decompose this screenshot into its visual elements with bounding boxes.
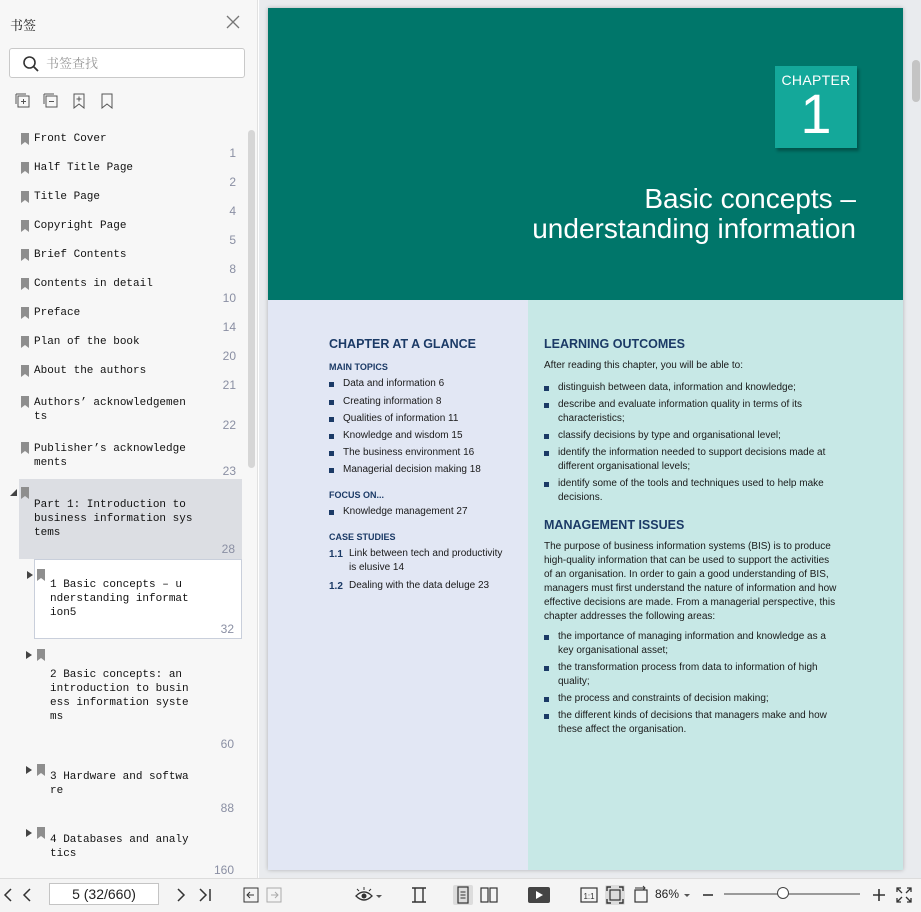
bullet [544,434,549,439]
bookmark-flag-icon [37,764,45,776]
bookmark-page: 8 [229,262,236,276]
bookmark-item[interactable] [0,190,244,219]
bookmark-flag-icon [21,365,29,377]
document-scrollbar[interactable] [912,60,920,102]
bookmark-page: 2 [229,175,236,189]
bullet [544,666,549,671]
zoom-dropdown-icon[interactable] [681,885,693,905]
bookmark-flag-icon [21,191,29,203]
case-title: is elusive 14 [349,562,405,573]
case-number: 1.2 [329,581,343,592]
expanded-arrow-icon[interactable] [10,489,17,496]
document-viewer[interactable] [259,0,921,878]
sidebar-title: 书签 [10,18,37,33]
topic-item: The business environment 16 [343,447,475,458]
bookmark-label: 2 Basic concepts: an introduction to busin ess information syste ms [50,669,189,723]
bookmark-flag-icon [21,336,29,348]
bookmark-search[interactable] [9,48,245,78]
single-page-icon[interactable] [453,885,473,905]
bullet [544,714,549,719]
bookmark-item[interactable] [0,335,244,364]
bookmark-item-chapter1[interactable] [34,559,242,639]
issues-paragraph-line: of an organisation. In order to gain a good understanding of BIS, [544,569,829,580]
bookmark-label: Preface [34,307,81,319]
case-title: Link between tech and productivity [349,548,503,559]
bullet [329,434,334,439]
bookmark-page: 1 [229,146,236,160]
bookmark-item[interactable] [0,248,244,277]
topic-item: Qualities of information 11 [343,413,459,424]
slideshow-play-icon[interactable] [527,885,551,905]
outcome-line: describe and evaluate information quality in terms of its [558,399,803,410]
bookmark-label: Contents in detail [34,278,153,290]
bookmark-item[interactable] [0,306,244,335]
collapsed-arrow-icon[interactable] [26,766,32,774]
outcome-line: classify decisions by type and organisational level; [558,430,781,441]
bookmark-flag-icon [21,307,29,319]
outcome-line: decisions. [558,492,603,503]
fit-page-icon[interactable] [605,885,625,905]
bookmark-list [0,126,258,878]
bookmark-item[interactable] [0,364,244,393]
bookmark-flag-icon [21,396,29,408]
bookmark-flag-icon [21,278,29,290]
issue-line: the process and constraints of decision making; [558,693,769,704]
pdf-page [268,8,903,870]
issue-line: quality; [558,676,590,687]
bullet [329,417,334,422]
bookmark-item[interactable] [0,440,244,484]
topic-item: Data and information 6 [343,378,445,389]
fit-height-icon[interactable] [409,885,429,905]
bullet [544,482,549,487]
bookmark-label: Brief Contents [34,249,127,261]
bookmark-item-part1[interactable] [19,479,242,559]
page-number-input[interactable] [49,883,159,905]
bookmark-label: 3 Hardware and softwa re [50,771,189,797]
first-page-icon[interactable] [0,885,20,905]
chapter-at-a-glance [268,300,528,870]
bookmark-page: 23 [222,464,236,478]
issue-line: the importance of managing information and knowledge as a [558,631,826,642]
bookmark-label: Plan of the book [34,336,140,348]
issue-line: these affect the organisation. [558,724,687,735]
search-icon [22,55,40,73]
bookmark-page: 14 [222,320,236,334]
chapter-word: CHAPTER [781,72,851,88]
bookmark-item[interactable] [0,277,244,306]
bookmark-label: Authors’ acknowledgemen ts [34,397,186,423]
outcome-line: identify the information needed to support decisions made at [558,447,826,458]
chapter-title-line: understanding information [532,213,856,244]
collapse-all-icon[interactable] [43,93,59,109]
zoom-in-icon[interactable] [869,885,889,905]
chapter-title [532,184,856,244]
zoom-out-icon[interactable] [698,885,718,905]
bullet [329,451,334,456]
actual-size-icon[interactable] [579,885,599,905]
sidebar-scrollbar[interactable] [248,130,255,468]
focus-heading: FOCUS ON... [329,490,385,500]
focus-item: Knowledge management 27 [343,506,468,517]
issues-paragraph-line: managers must first understand the nature of information and how [544,583,837,594]
outcome-line: distinguish between data, information and knowledge; [558,382,796,393]
bullet [544,635,549,640]
rotate-icon[interactable] [631,885,651,905]
issues-paragraph-line: high-quality information that can be used to support the activities [544,555,830,566]
bookmark-item[interactable] [0,161,244,190]
add-bookmark-icon[interactable] [71,93,87,109]
close-icon[interactable] [226,15,240,29]
zoom-slider[interactable] [724,893,860,895]
issue-line: the transformation process from data to information of high [558,662,818,673]
bookmark-flag-icon [37,569,45,581]
bookmark-flag-icon [21,442,29,454]
bookmark-page: 4 [229,204,236,218]
bookmark-page: 10 [222,291,236,305]
bullet [329,400,334,405]
management-issues-heading: MANAGEMENT ISSUES [544,518,685,532]
bullet [329,510,334,515]
chapter-number: 1 [800,82,832,145]
previous-page-icon[interactable] [18,885,38,905]
outcome-line: characteristics; [558,413,625,424]
zoom-slider-handle[interactable] [777,887,789,899]
case-number: 1.1 [329,549,343,560]
bookmark-label: 1 Basic concepts – u nderstanding informat ion5 [50,579,189,619]
bookmark-page: 60 [220,737,234,751]
bullet [329,468,334,473]
case-studies-heading: CASE STUDIES [329,532,396,542]
case-title: Dealing with the data deluge 23 [349,580,490,591]
collapsed-arrow-icon[interactable] [26,829,32,837]
bookmark-icon[interactable] [99,93,115,109]
bottom-toolbar [0,878,921,912]
collapsed-arrow-icon[interactable] [27,571,33,579]
bookmark-item[interactable] [0,219,244,248]
bookmark-item[interactable] [0,132,244,161]
bookmark-flag-icon [21,487,29,499]
issues-paragraph-line: The purpose of business information systems (BIS) is to produce [544,541,831,552]
learning-outcomes-panel [528,300,903,870]
bullet [329,382,334,387]
issue-line: key organisational asset; [558,645,669,656]
collapsed-arrow-icon[interactable] [26,651,32,659]
topic-item: Knowledge and wisdom 15 [343,430,463,441]
bookmark-label: Copyright Page [34,220,127,232]
bookmark-item-chapter3[interactable] [34,761,242,821]
bookmark-flag-icon [37,827,45,839]
learning-outcomes-heading: LEARNING OUTCOMES [544,337,685,351]
glance-heading: CHAPTER AT A GLANCE [329,337,476,351]
bookmark-sidebar [0,0,258,878]
topic-item: Managerial decision making 18 [343,464,481,475]
bullet [544,403,549,408]
expand-all-icon[interactable] [15,93,31,109]
issues-paragraph-line: effective decisions are made. From a managerial perspective, this [544,597,836,608]
go-forward-icon[interactable] [264,885,284,905]
outcomes-intro: After reading this chapter, you will be able to: [544,360,744,371]
bookmark-page: 21 [222,378,236,392]
bookmark-page: 5 [229,233,236,247]
topic-item: Creating information 8 [343,396,442,407]
bookmark-page: 32 [220,622,234,636]
bookmark-label: Title Page [34,191,101,203]
bookmark-item-chapter2[interactable] [34,646,242,754]
issue-line: the different kinds of decisions that managers make and how [558,710,827,721]
fullscreen-icon[interactable] [894,885,914,905]
next-page-icon[interactable] [171,885,191,905]
bookmark-page: 20 [222,349,236,363]
bookmark-page: 160 [213,863,234,877]
bookmark-flag-icon [21,133,29,145]
bookmark-label: About the authors [34,365,147,377]
bookmark-item[interactable] [0,394,244,438]
outcome-line: different organisational levels; [558,461,691,472]
eye-view-icon[interactable] [354,885,384,905]
last-page-icon[interactable] [195,885,215,905]
bookmark-label: Part 1: Introduction to business information sys tems [34,499,193,539]
chapter-badge [775,66,857,148]
bullet [544,451,549,456]
bookmark-page: 88 [220,801,234,815]
issues-paragraph-line: chapter addresses the following areas: [544,611,716,622]
bullet [544,697,549,702]
bookmark-flag-icon [21,162,29,174]
bookmark-page: 22 [222,418,236,432]
bookmark-label: Half Title Page [34,162,134,174]
two-page-icon[interactable] [479,885,499,905]
bookmark-search-input[interactable] [46,53,236,73]
bookmark-page: 28 [221,542,235,556]
main-topics-heading: MAIN TOPICS [329,362,388,372]
go-back-icon[interactable] [241,885,261,905]
bookmark-label: Front Cover [34,133,107,145]
outcome-line: identify some of the tools and techniques used to help make [558,478,824,489]
chapter-banner [268,8,903,300]
bookmark-label: 4 Databases and analy tics [50,834,189,860]
bookmark-flag-icon [21,220,29,232]
svg-text:1:1: 1:1 [583,892,595,901]
bookmark-flag-icon [21,249,29,261]
bookmark-item-chapter4[interactable] [34,824,242,878]
bullet [544,386,549,391]
bookmark-flag-icon [37,649,45,661]
bookmark-label: Publisher’s acknowledge ments [34,443,186,469]
chapter-title-line: Basic concepts – [644,183,856,214]
zoom-level[interactable]: 86% [655,887,680,901]
